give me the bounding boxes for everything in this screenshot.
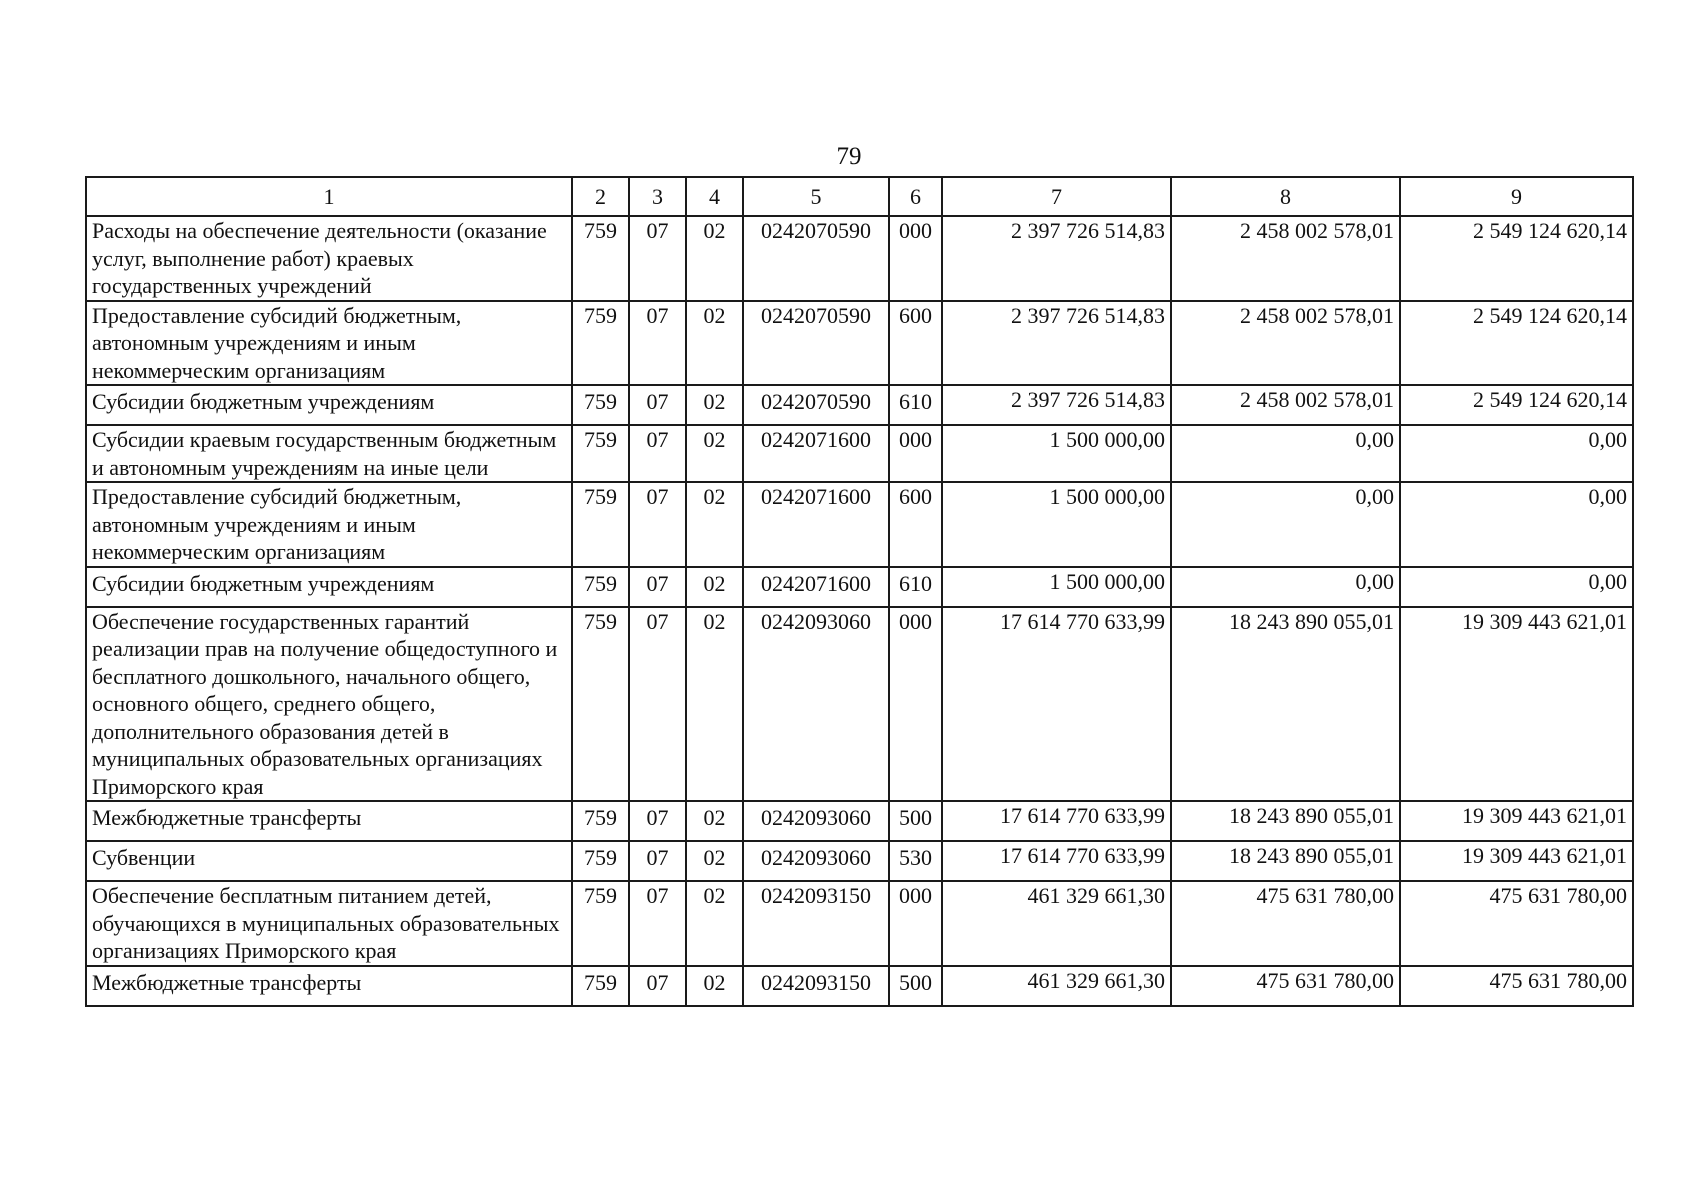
table-row	[86, 385, 1633, 425]
ministry-code: 759	[572, 567, 629, 607]
amount-col7: 1 500 000,00	[942, 482, 1171, 567]
table-row	[86, 841, 1633, 881]
ministry-code: 759	[572, 881, 629, 966]
amount-col7: 17 614 770 633,99	[942, 607, 1171, 802]
amount-col8: 2 458 002 578,01	[1171, 385, 1400, 425]
target-article-code: 0242093060	[743, 841, 889, 881]
amount-col7: 2 397 726 514,83	[942, 216, 1171, 301]
column-header-7: 7	[942, 177, 1171, 216]
target-article-code: 0242093150	[743, 881, 889, 966]
amount-col8: 18 243 890 055,01	[1171, 841, 1400, 881]
expense-type-code: 530	[889, 841, 942, 881]
ministry-code: 759	[572, 216, 629, 301]
amount-col9: 2 549 124 620,14	[1400, 385, 1633, 425]
subsection-code: 02	[686, 801, 743, 841]
section-code: 07	[629, 966, 686, 1006]
expense-name: Межбюджетные трансферты	[86, 966, 572, 1006]
amount-col8: 18 243 890 055,01	[1171, 607, 1400, 802]
ministry-code: 759	[572, 482, 629, 567]
column-header-4: 4	[686, 177, 743, 216]
section-code: 07	[629, 607, 686, 802]
amount-col7: 1 500 000,00	[942, 425, 1171, 482]
ministry-code: 759	[572, 301, 629, 386]
amount-col9: 2 549 124 620,14	[1400, 216, 1633, 301]
section-code: 07	[629, 425, 686, 482]
amount-col9: 0,00	[1400, 425, 1633, 482]
amount-col9: 19 309 443 621,01	[1400, 841, 1633, 881]
table-row	[86, 966, 1633, 1006]
amount-col7: 2 397 726 514,83	[942, 301, 1171, 386]
expense-name: Обеспечение бесплатным питанием детей, обучающихся в муниципальных образовательных организациях Приморского края	[86, 881, 572, 966]
section-code: 07	[629, 301, 686, 386]
subsection-code: 02	[686, 881, 743, 966]
page-number: 79	[836, 143, 862, 170]
amount-col8: 2 458 002 578,01	[1171, 301, 1400, 386]
expense-name: Предоставление субсидий бюджетным, автономным учреждениям и иным некоммерческим организациям	[86, 482, 572, 567]
target-article-code: 0242071600	[743, 425, 889, 482]
section-code: 07	[629, 841, 686, 881]
amount-col9: 19 309 443 621,01	[1400, 607, 1633, 802]
expense-name: Расходы на обеспечение деятельности (оказание услуг, выполнение работ) краевых государственных учреждений	[86, 216, 572, 301]
expense-name: Субсидии бюджетным учреждениям	[86, 385, 572, 425]
subsection-code: 02	[686, 567, 743, 607]
subsection-code: 02	[686, 841, 743, 881]
target-article-code: 0242071600	[743, 567, 889, 607]
expense-name: Субсидии бюджетным учреждениям	[86, 567, 572, 607]
column-header-9: 9	[1400, 177, 1633, 216]
amount-col9: 2 549 124 620,14	[1400, 301, 1633, 386]
column-header-1: 1	[86, 177, 572, 216]
target-article-code: 0242093060	[743, 801, 889, 841]
expense-type-code: 610	[889, 385, 942, 425]
expense-name: Субсидии краевым государственным бюджетным и автономным учреждениям на иные цели	[86, 425, 572, 482]
ministry-code: 759	[572, 425, 629, 482]
expense-type-code: 500	[889, 966, 942, 1006]
table-row	[86, 216, 1633, 301]
amount-col8: 475 631 780,00	[1171, 881, 1400, 966]
amount-col8: 0,00	[1171, 425, 1400, 482]
amount-col8: 0,00	[1171, 482, 1400, 567]
column-header-2: 2	[572, 177, 629, 216]
section-code: 07	[629, 801, 686, 841]
table-row	[86, 801, 1633, 841]
expense-type-code: 600	[889, 482, 942, 567]
ministry-code: 759	[572, 607, 629, 802]
subsection-code: 02	[686, 425, 743, 482]
amount-col7: 2 397 726 514,83	[942, 385, 1171, 425]
section-code: 07	[629, 216, 686, 301]
subsection-code: 02	[686, 385, 743, 425]
column-header-6: 6	[889, 177, 942, 216]
expense-type-code: 500	[889, 801, 942, 841]
expense-name: Обеспечение государственных гарантий реализации прав на получение общедоступного и бесплатного дошкольного, начального общего, основного общего, среднего общего, дополнительного образования детей в муниципальных образовательных организациях Приморского края	[86, 607, 572, 802]
ministry-code: 759	[572, 966, 629, 1006]
subsection-code: 02	[686, 482, 743, 567]
table-row	[86, 482, 1633, 567]
expense-name: Предоставление субсидий бюджетным, автономным учреждениям и иным некоммерческим организациям	[86, 301, 572, 386]
subsection-code: 02	[686, 966, 743, 1006]
amount-col9: 19 309 443 621,01	[1400, 801, 1633, 841]
table-row	[86, 567, 1633, 607]
expense-name: Межбюджетные трансферты	[86, 801, 572, 841]
target-article-code: 0242070590	[743, 216, 889, 301]
amount-col7: 17 614 770 633,99	[942, 801, 1171, 841]
subsection-code: 02	[686, 301, 743, 386]
expense-type-code: 000	[889, 607, 942, 802]
expense-type-code: 600	[889, 301, 942, 386]
amount-col9: 0,00	[1400, 567, 1633, 607]
amount-col7: 461 329 661,30	[942, 881, 1171, 966]
amount-col9: 475 631 780,00	[1400, 966, 1633, 1006]
ministry-code: 759	[572, 841, 629, 881]
section-code: 07	[629, 881, 686, 966]
column-header-5: 5	[743, 177, 889, 216]
amount-col8: 0,00	[1171, 567, 1400, 607]
section-code: 07	[629, 482, 686, 567]
target-article-code: 0242070590	[743, 385, 889, 425]
amount-col7: 1 500 000,00	[942, 567, 1171, 607]
header-row	[86, 177, 1633, 216]
subsection-code: 02	[686, 216, 743, 301]
table-row	[86, 607, 1633, 802]
amount-col9: 0,00	[1400, 482, 1633, 567]
amount-col7: 17 614 770 633,99	[942, 841, 1171, 881]
expense-type-code: 000	[889, 881, 942, 966]
amount-col8: 18 243 890 055,01	[1171, 801, 1400, 841]
budget-table	[85, 176, 1634, 1007]
table-row	[86, 301, 1633, 386]
expense-type-code: 000	[889, 425, 942, 482]
expense-type-code: 610	[889, 567, 942, 607]
expense-name: Субвенции	[86, 841, 572, 881]
table-row	[86, 425, 1633, 482]
target-article-code: 0242093060	[743, 607, 889, 802]
expense-type-code: 000	[889, 216, 942, 301]
target-article-code: 0242071600	[743, 482, 889, 567]
amount-col8: 475 631 780,00	[1171, 966, 1400, 1006]
section-code: 07	[629, 385, 686, 425]
ministry-code: 759	[572, 801, 629, 841]
ministry-code: 759	[572, 385, 629, 425]
column-header-3: 3	[629, 177, 686, 216]
amount-col8: 2 458 002 578,01	[1171, 216, 1400, 301]
amount-col9: 475 631 780,00	[1400, 881, 1633, 966]
section-code: 07	[629, 567, 686, 607]
target-article-code: 0242093150	[743, 966, 889, 1006]
column-header-8: 8	[1171, 177, 1400, 216]
table-row	[86, 881, 1633, 966]
subsection-code: 02	[686, 607, 743, 802]
target-article-code: 0242070590	[743, 301, 889, 386]
amount-col7: 461 329 661,30	[942, 966, 1171, 1006]
